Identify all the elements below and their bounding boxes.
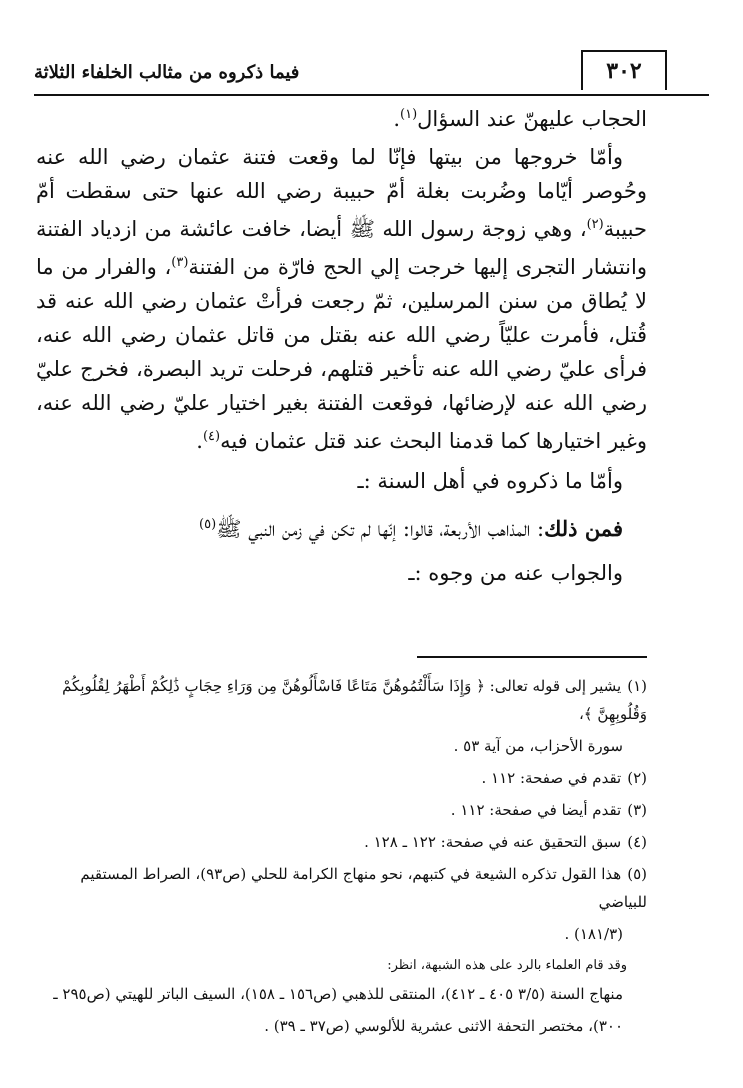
footnote-5: [36, 860, 647, 916]
footnote-text: هذا القول تذكره الشيعة في كتبهم، نحو منهاج الكرامة للحلي (ص٩٣)، الصراط المستقيم للبياضي: [80, 865, 647, 911]
paragraph-text: الحجاب عليهنّ عند السؤال: [417, 107, 647, 131]
footnote-1-continuation: سورة الأحزاب، من آية ٥٣ .: [453, 737, 623, 755]
paragraph-text: وأمّا خروجها من بيتها فإنّا لما وقعت فتنة عثمان رضي الله عنه وحُوصر أيّاما وضُربت بغلة أمّ حبيبة رضي الله عنها حتى سقطت أمّ حبيبة: [36, 145, 647, 241]
footnote-1: [36, 672, 647, 728]
footnote-number: (٢): [627, 769, 647, 787]
paragraph-1: الحجاب عليهنّ عند السؤال$^{(١)}$.: [393, 107, 647, 131]
footnote-number: (٥): [627, 865, 647, 883]
paragraph-text: : المذاهب الأربعة، قالوا: إنّها لم تكن في زمن النبي ﷺ: [216, 517, 545, 541]
footnote-5-references-1: منهاج السنة (٣/٥ ٤٠٥ ـ ٤١٢)، المنتقى للذهبي (ص١٥٦ ـ ١٥٨)، السيف الباتر للهيتي (ص٢٩٥ ـ: [53, 985, 623, 1003]
paragraph-end: .: [196, 429, 203, 453]
footnote-separator: [417, 656, 647, 658]
footnotes: [36, 672, 647, 1044]
footnote-ref: (٢): [586, 217, 604, 232]
paragraph-text: ، وهي زوجة رسول الله ﷺ أيضا، خافت عائشة من ازدياد الفتنة وانتشار التجرى إليها خرجت إلي الحج فارّة من الفتنة: [36, 217, 647, 279]
paragraph-4: [36, 508, 647, 546]
footnote-number: (١): [627, 677, 647, 695]
page-number: ٣٠٢: [581, 50, 667, 90]
paragraph-3: وأمّا ما ذكروه في أهل السنة :ـ: [357, 469, 623, 493]
footnote-ref: (٤): [202, 429, 221, 444]
main-text: [36, 98, 647, 600]
footnote-text: يشير إلى قوله تعالى: ﴿ وَإِذَا سَأَلْتُمُوهُنَّ مَتَاعًا فَاسْأَلُوهُنَّ مِن وَرَاءِ حِجَابٍ ذَٰلِكُمْ أَطْهَرُ لِقُلُوبِكُمْ وَقُلُوبِهِنَّ ﴾،: [62, 677, 647, 723]
page-header: [34, 44, 709, 96]
footnote-text: تقدم أيضا في صفحة: ١١٢ .: [450, 801, 622, 819]
paragraph-text: ، والفرار من ما لا يُطاق من سنن المرسلين، ثمّ رجعت فرأتْ عثمان رضي الله عنه قد قُتل، فأمرت عليّاً رضي الله عنه بقتل من قاتل عثمان رضي الله عنه، فرأى عليّ رضي الله عنه تأخير قتلهم، فرحلت تريد البصرة، فخرج عليّ رضي الله عنه لإرضائها، فوقعت الفتنة بغير اختيار عليّ رضي الله عنه، وغير اختيارها كما قدمنا البحث عند قتل عثمان فيه: [36, 255, 647, 453]
paragraph-2: [36, 140, 647, 458]
footnote-text: سبق التحقيق عنه في صفحة: ١٢٢ ـ ١٢٨ .: [364, 833, 622, 851]
footnote-number: (٤): [627, 833, 647, 851]
footnote-text: تقدم في صفحة: ١١٢ .: [481, 769, 622, 787]
footnote-number: (٣): [627, 801, 647, 819]
footnote-ref: (١): [400, 107, 418, 122]
footnote-3: [36, 796, 647, 824]
running-title: فيما ذكروه من مثالب الخلفاء الثلاثة: [34, 62, 300, 83]
paragraph-5: والجواب عنه من وجوه :ـ: [408, 561, 623, 585]
footnote-ref: (٣): [171, 255, 189, 270]
lead-phrase: فمن ذلك: [544, 516, 623, 541]
footnote-5-continuation: (١٨١/٣) .: [564, 925, 623, 943]
footnote-5-references-2: ٣٠٠)، مختصر التحفة الاثنى عشرية للألوسي (ص٣٧ ـ ٣٩) .: [264, 1017, 623, 1035]
footnote-5-note: وقد قام العلماء بالرد على هذه الشبهة، انظر:: [387, 958, 627, 973]
footnote-ref: (٥): [199, 517, 217, 532]
footnote-2: [36, 764, 647, 792]
footnote-4: [36, 828, 647, 856]
